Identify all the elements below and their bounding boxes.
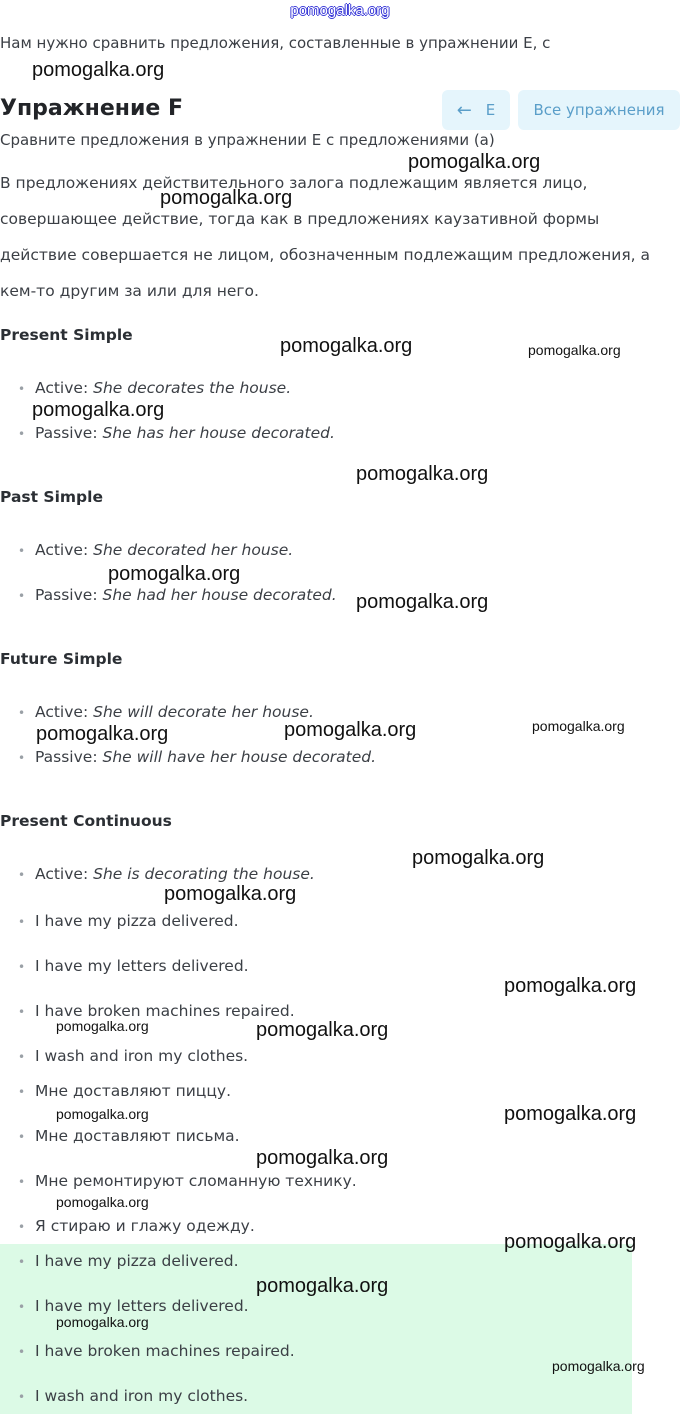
section-heading: Past Simple	[0, 488, 103, 506]
list-item: • Active: She will decorate her house.	[18, 703, 314, 721]
highlighted-list-item: • I have my pizza delivered.	[18, 1252, 239, 1270]
paragraph-line: совершающее действие, тогда как в предложениях каузативной формы	[0, 210, 600, 228]
watermark: pomogalka.org	[552, 1358, 645, 1374]
watermark: pomogalka.org	[356, 591, 489, 613]
watermark: pomogalka.org	[284, 719, 417, 741]
all-exercises-button[interactable]	[518, 90, 680, 130]
list-item: • I have my pizza delivered.	[18, 912, 239, 930]
highlighted-list-item: • I wash and iron my clothes.	[18, 1387, 249, 1405]
watermark: pomogalka.org	[504, 1103, 637, 1125]
explanation-paragraph	[0, 165, 680, 309]
list-item: • Мне ремонтируют сломанную технику.	[18, 1172, 357, 1190]
highlighted-list-item: • I have my letters delivered.	[18, 1297, 249, 1315]
section-heading: Present Simple	[0, 326, 133, 344]
watermark: pomogalka.org	[412, 847, 545, 869]
prev-exercise-button[interactable]	[442, 90, 510, 130]
paragraph-line: кем-то другим за или для него.	[0, 282, 259, 300]
watermark: pomogalka.org	[504, 975, 637, 997]
list-item: • Passive: She will have her house decorated.	[18, 748, 377, 766]
arrow-left-icon: ←	[456, 99, 472, 121]
watermark: pomogalka.org	[256, 1275, 389, 1297]
paragraph-line: действие совершается не лицом, обозначенным подлежащим предложения, а	[0, 246, 650, 264]
watermark: pomogalka.org	[280, 335, 413, 357]
list-item: • Active: She is decorating the house.	[18, 865, 315, 883]
watermark: pomogalka.org	[32, 59, 165, 81]
watermark: pomogalka.org	[532, 718, 625, 734]
list-item: • I have my letters delivered.	[18, 957, 249, 975]
section-heading: Future Simple	[0, 650, 123, 668]
watermark: pomogalka.org	[256, 1019, 389, 1041]
watermark: pomogalka.org	[504, 1231, 637, 1253]
clipped-text-line: Сравните предложения в упражнении E с предложениями (а)	[0, 131, 495, 149]
watermark: pomogalka.org	[32, 399, 165, 421]
watermark: pomogalka.org	[356, 463, 489, 485]
paragraph-line: В предложениях действительного залога подлежащим является лицо,	[0, 174, 588, 192]
list-item: • I have broken machines repaired.	[18, 1002, 295, 1020]
watermark: pomogalka.org	[108, 563, 241, 585]
list-item: • Я стираю и глажу одежду.	[18, 1217, 255, 1235]
highlighted-list-item: • I have broken machines repaired.	[18, 1342, 295, 1360]
exercise-title: Упражнение F	[0, 96, 183, 121]
prev-exercise-label: E	[485, 101, 496, 119]
watermark: pomogalka.org	[56, 1194, 149, 1210]
watermark: pomogalka.org	[36, 723, 169, 745]
watermark: pomogalka.org	[164, 883, 297, 905]
list-item: • Active: She decorated her house.	[18, 541, 294, 559]
watermark: pomogalka.org	[256, 1147, 389, 1169]
intro-text: Нам нужно сравнить предложения, составленные в упражнении E, с	[0, 34, 551, 52]
watermark: pomogalka.org	[528, 342, 621, 358]
all-exercises-label: Все упражнения	[533, 101, 665, 119]
watermark: pomogalka.org	[56, 1314, 149, 1330]
list-item: • Passive: She had her house decorated.	[18, 586, 337, 604]
list-item: • Active: She decorates the house.	[18, 379, 292, 397]
list-item: • Мне доставляют письма.	[18, 1127, 240, 1145]
watermark: pomogalka.org	[408, 151, 541, 173]
watermark: pomogalka.org	[160, 187, 293, 209]
top-watermark: pomogalka.org	[290, 2, 390, 19]
watermark: pomogalka.org	[56, 1106, 149, 1122]
list-item: • Мне доставляют пиццу.	[18, 1082, 231, 1100]
list-item: • I wash and iron my clothes.	[18, 1047, 249, 1065]
watermark: pomogalka.org	[56, 1018, 149, 1034]
list-item: • Passive: She has her house decorated.	[18, 424, 335, 442]
section-heading: Present Continuous	[0, 812, 172, 830]
